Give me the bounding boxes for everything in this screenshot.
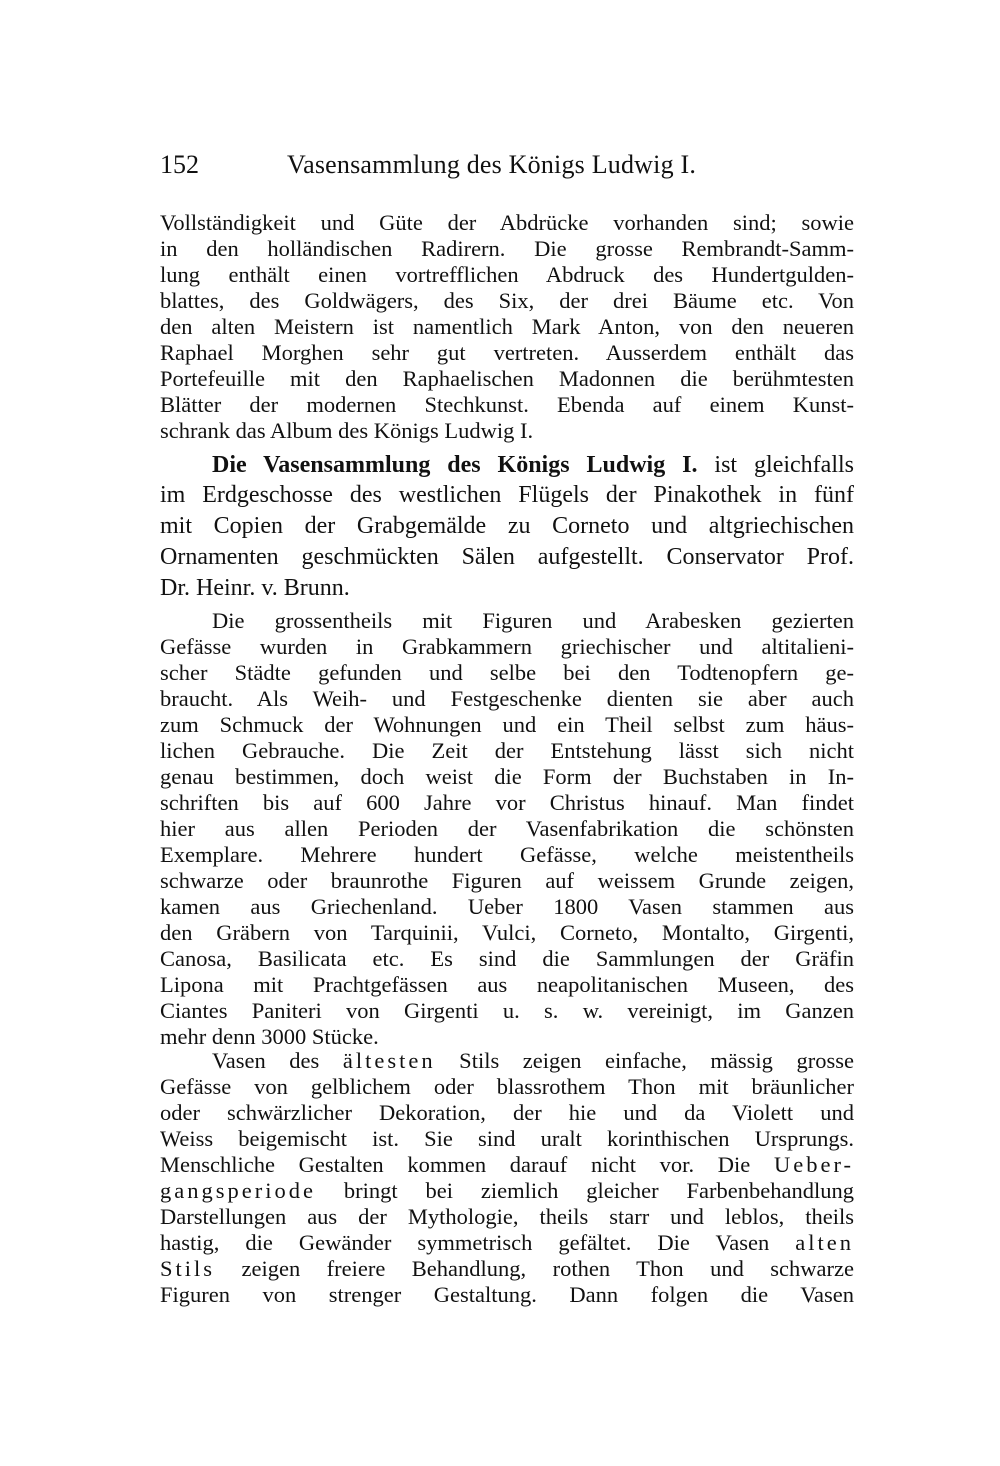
text-line: Lipona mit Prachtgefässen aus neapolitanischen Museen, des — [160, 972, 854, 997]
text-line: oder schwärzlicher Dekoration, der hie und da Violett und — [160, 1100, 854, 1125]
text-line: lung enthält einen vortrefflichen Abdruck des Hundertgulden- — [160, 262, 854, 287]
text-line: Raphael Morghen sehr gut vertreten. Ausserdem enthält das — [160, 340, 854, 365]
text-line: mit Copien der Grabgemälde zu Corneto und altgriechischen — [160, 513, 854, 539]
text-line: Die grossentheils mit Figuren und Arabesken gezierten — [212, 608, 854, 633]
text-line: Blätter der modernen Stechkunst. Ebenda auf einem Kunst- — [160, 392, 854, 417]
text-line: schriften bis auf 600 Jahre vor Christus hinauf. Man findet — [160, 790, 854, 815]
text-line — [160, 1152, 854, 1178]
text-line — [160, 1230, 854, 1256]
text-line: im Erdgeschosse des westlichen Flügels der Pinakothek in fünf — [160, 482, 854, 508]
spaced-emphasis: ältesten — [342, 1048, 436, 1073]
text-line: zum Schmuck der Wohnungen und ein Theil selbst zum häus- — [160, 712, 854, 737]
text-run: Vasen des — [212, 1048, 343, 1073]
text-line: mehr denn 3000 Stücke. — [160, 1024, 379, 1049]
text-line: den alten Meistern ist namentlich Mark Anton, von den neueren — [160, 314, 854, 339]
spaced-emphasis: Ueber- — [773, 1152, 854, 1177]
text-line: Weiss beigemischt ist. Sie sind uralt korinthischen Ursprungs. — [160, 1126, 854, 1151]
text-run: zeigen freiere Behandlung, rothen Thon und schwarze — [215, 1256, 854, 1281]
text-line: Ciantes Paniteri von Girgenti u. s. w. vereinigt, im Ganzen — [160, 998, 854, 1023]
text-run: Stils zeigen einfache, mässig grosse — [435, 1048, 854, 1073]
page-number: 152 — [160, 150, 199, 179]
text-line: Figuren von strenger Gestaltung. Dann folgen die Vasen — [160, 1282, 854, 1307]
text-line: braucht. Als Weih- und Festgeschenke dienten sie aber auch — [160, 686, 854, 711]
text-line: Vollständigkeit und Güte der Abdrücke vorhanden sind; sowie — [160, 210, 854, 235]
text-line: Gefässe von gelblichem oder blassrothem Thon mit bräunlicher — [160, 1074, 854, 1099]
text-line: Canosa, Basilicata etc. Es sind die Sammlungen der Gräfin — [160, 946, 854, 971]
text-line — [160, 1178, 854, 1204]
text-run: hastig, die Gewänder symmetrisch gefältet. Die Vasen — [160, 1230, 796, 1255]
spaced-emphasis: alten — [795, 1230, 854, 1255]
text-line: scher Städte gefunden und selbe bei den Todtenopfern ge- — [160, 660, 854, 685]
running-head-title: Vasensammlung des Königs Ludwig I. — [287, 150, 697, 179]
text-line: blattes, des Goldwägers, des Six, der drei Bäume etc. Von — [160, 288, 854, 313]
text-line — [160, 1048, 854, 1074]
spaced-emphasis: gangsperiode — [160, 1178, 316, 1203]
text-line: Portefeuille mit den Raphaelischen Madonnen die berühmtesten — [160, 366, 854, 391]
text-run: bringt bei ziemlich gleicher Farbenbehandlung — [315, 1178, 854, 1203]
text-line: schrank das Album des Königs Ludwig I. — [160, 418, 534, 443]
text-line: hier aus allen Perioden der Vasenfabrikation die schönsten — [160, 816, 854, 841]
text-line: Exemplare. Mehrere hundert Gefässe, welche meistentheils — [160, 842, 854, 867]
text-line: lichen Gebrauche. Die Zeit der Entstehung lässt sich nicht — [160, 738, 854, 763]
text-line: schwarze oder braunrothe Figuren auf weissem Grunde zeigen, — [160, 868, 854, 893]
text-line: Ornamenten geschmückten Sälen aufgestellt. Conservator Prof. — [160, 544, 854, 570]
text-line: genau bestimmen, doch weist die Form der Buchstaben in In- — [160, 764, 854, 789]
text-line: den Gräbern von Tarquinii, Vulci, Corneto, Montalto, Girgenti, — [160, 920, 854, 945]
section-heading: Die Vasensammlung des Königs Ludwig I. — [212, 452, 698, 478]
text-line: Gefässe wurden in Grabkammern griechischer und altitalieni- — [160, 634, 854, 659]
text-line: Darstellungen aus der Mythologie, theils starr und leblos, theils — [160, 1204, 854, 1229]
heading-continuation: ist gleichfalls — [697, 452, 855, 478]
text-line — [160, 1256, 854, 1282]
text-run: Menschliche Gestalten kommen darauf nicht vor. Die — [160, 1152, 774, 1177]
text-line — [160, 450, 854, 480]
spaced-emphasis: Stils — [160, 1256, 216, 1281]
text-line: kamen aus Griechenland. Ueber 1800 Vasen stammen aus — [160, 894, 854, 919]
text-line: in den holländischen Radirern. Die grosse Rembrandt-Samm- — [160, 236, 854, 261]
text-line: Dr. Heinr. v. Brunn. — [160, 575, 350, 601]
